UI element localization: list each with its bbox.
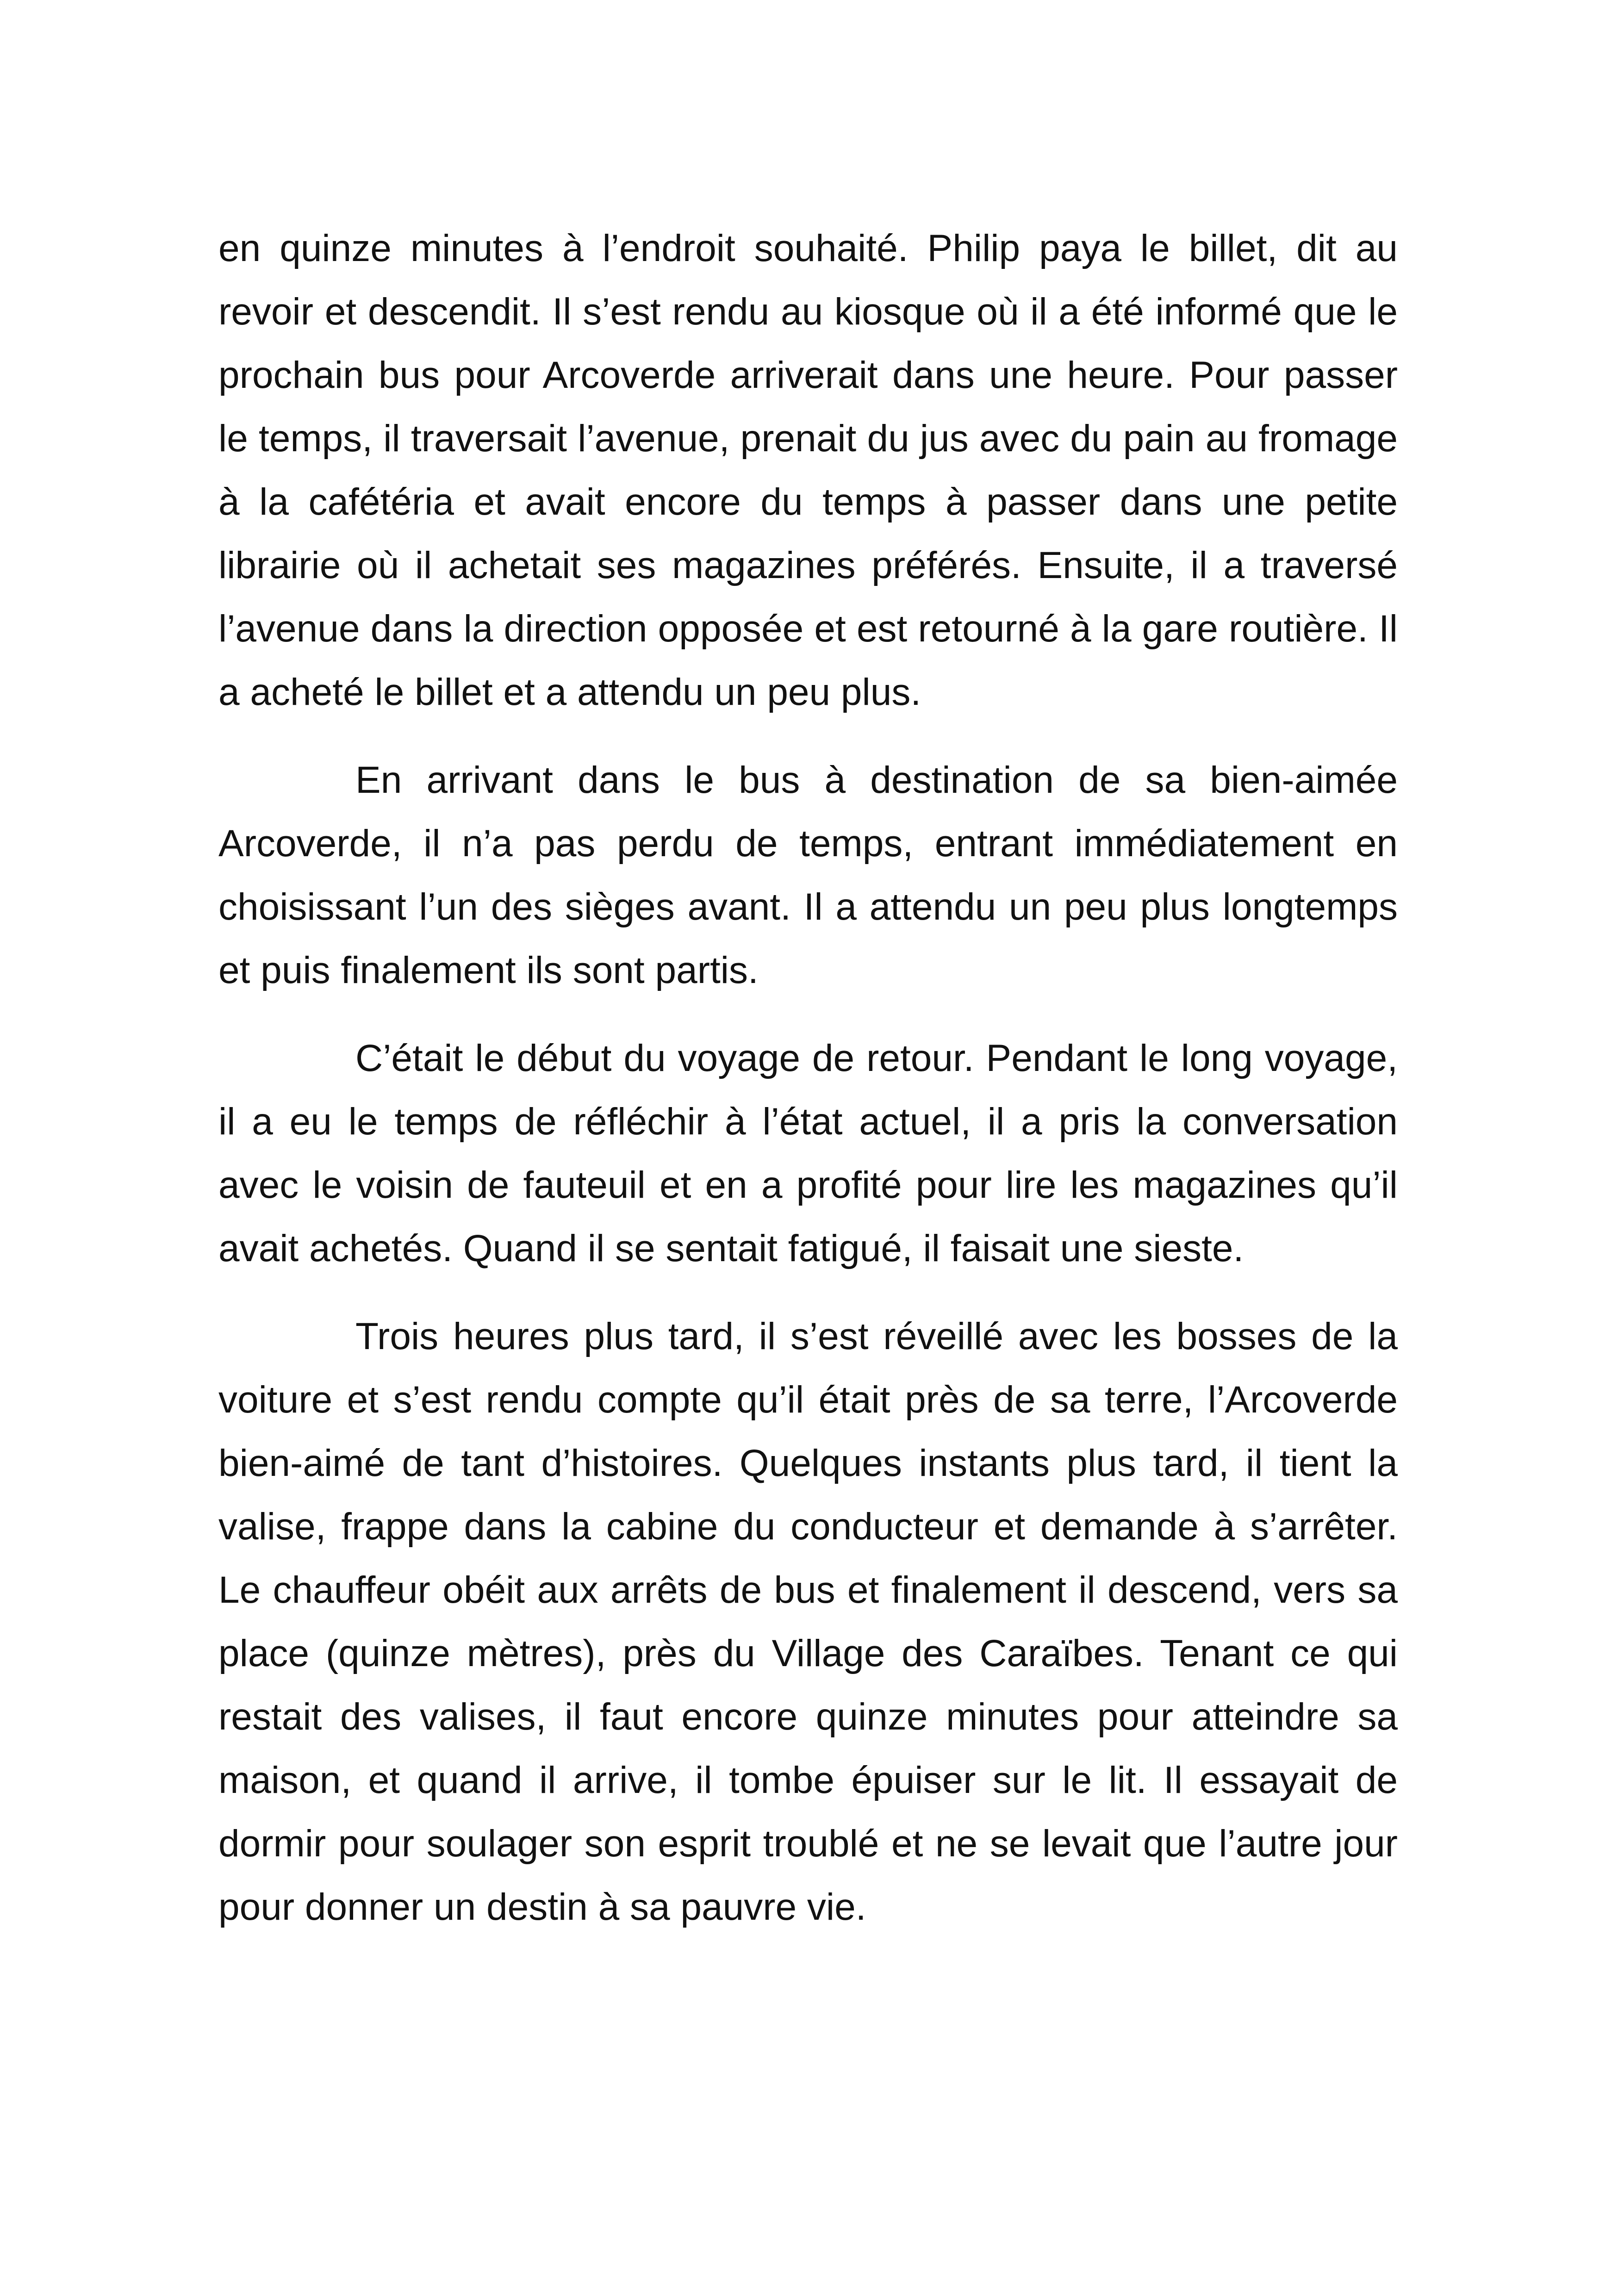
paragraph-4: Trois heures plus tard, il s’est réveillé avec les bosses de la voiture et s’est rendu compte qu’il était près de sa terre, l’Arcoverde bien-aimé de tant d’histoires. Quelques instants plus tard, il tient la valise, frappe dans la cabine du conducteur et demande à s’arrêter. Le chauffeur obéit aux arrêts de bus et finalement il descend, vers sa place (quinze mètres), près du Village des Caraïbes. Tenant ce qui restait des valises, il faut encore quinze minutes pour atteindre sa maison, et quand il arrive, il tombe épuiser sur le lit. Il essayait de dormir pour soulager son esprit troublé et ne se levait que l’autre jour pour donner un destin à sa pauvre vie. [218,1315,1398,1928]
body-text [218,217,1398,1963]
paragraph-2: En arrivant dans le bus à destination de sa bien-aimée Arcoverde, il n’a pas perdu de temps, entrant immédiatement en choisissant l’un des sièges avant. Il a attendu un peu plus longtemps et puis finalement ils sont partis. [218,759,1398,991]
paragraph-3: C’était le début du voyage de retour. Pendant le long voyage, il a eu le temps de réfléchir à l’état actuel, il a pris la conversation avec le voisin de fauteuil et en a profité pour lire les magazines qu’il avait achetés. Quand il se sentait fatigué, il faisait une sieste. [218,1037,1398,1269]
paragraph-1: en quinze minutes à l’endroit souhaité. Philip paya le billet, dit au revoir et descendit. Il s’est rendu au kiosque où il a été informé que le prochain bus pour Arcoverde arriverait dans une heure. Pour passer le temps, il traversait l’avenue, prenait du jus avec du pain au fromage à la cafétéria et avait encore du temps à passer dans une petite librairie où il achetait ses magazines préférés. Ensuite, il a traversé l’avenue dans la direction opposée et est retourné à la gare routière. Il a acheté le billet et a attendu un peu plus. [218,227,1398,713]
